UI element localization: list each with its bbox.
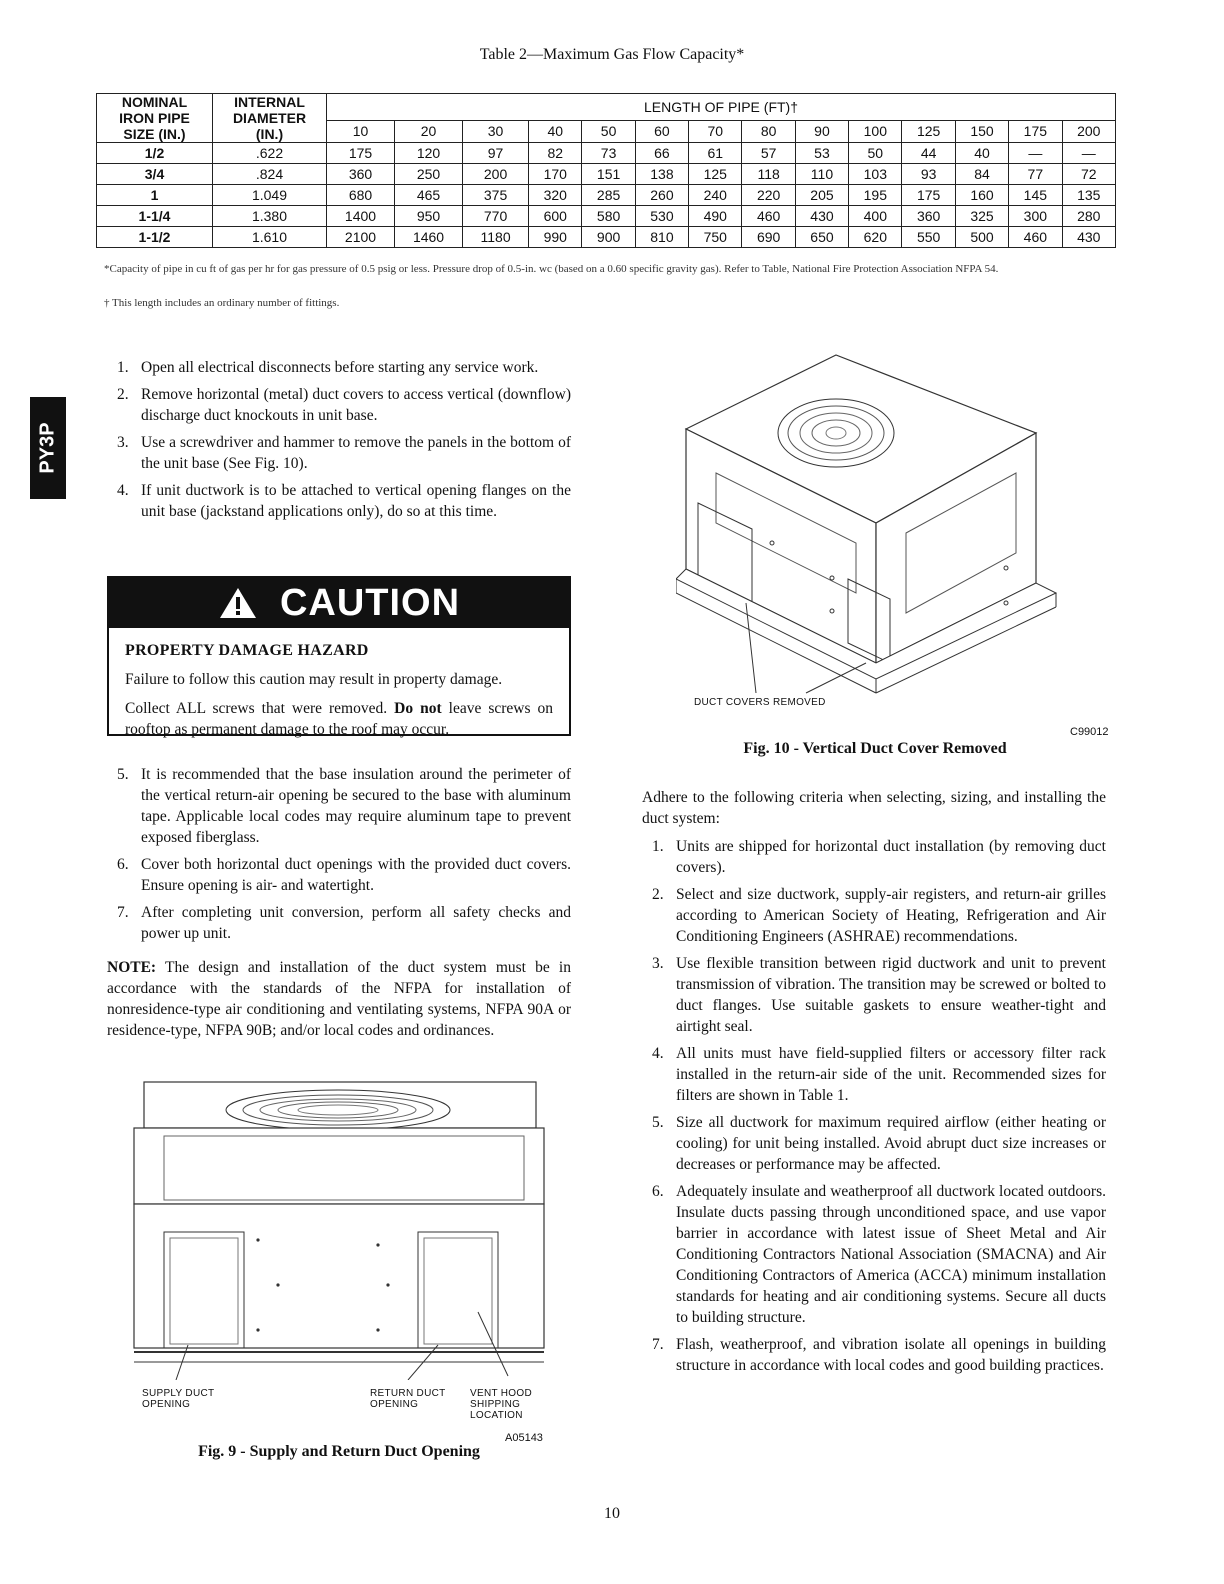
list-item-number: 4. [652,1045,664,1062]
pipe-size-cell: 1 [97,185,213,206]
capacity-cell: 500 [955,227,1008,248]
list-item [107,357,571,378]
length-header-cell: 70 [689,120,742,142]
list-item [107,902,571,944]
list-item [642,1181,1106,1328]
capacity-cell: 82 [529,143,582,164]
capacity-cell: 160 [955,185,1008,206]
capacity-cell: 770 [463,206,529,227]
diameter-cell: .622 [213,143,327,164]
list-item-number: 5. [652,1114,664,1131]
capacity-cell: 72 [1062,164,1115,185]
capacity-cell: 200 [463,164,529,185]
right-steps-list [642,836,1106,1382]
list-item [107,384,571,426]
list-item-number: 7. [117,904,129,921]
capacity-cell: 53 [795,143,848,164]
capacity-cell: 61 [689,143,742,164]
capacity-cell: 2100 [327,227,395,248]
capacity-cell: 97 [463,143,529,164]
capacity-cell: 1460 [395,227,463,248]
capacity-cell: 460 [742,206,795,227]
capacity-cell: 400 [849,206,902,227]
length-header-cell: 90 [795,120,848,142]
capacity-cell: 750 [689,227,742,248]
fig9-caption: Fig. 9 - Supply and Return Duct Opening [198,1443,480,1460]
capacity-cell: 44 [902,143,955,164]
list-item [642,1112,1106,1175]
list-item-number: 1. [117,359,129,376]
list-item-text: Size all ductwork for maximum required airflow (either heating or cooling) for unit being installed. Avoid abrupt duct size increases or decreases or performance may be affected. [676,1114,1106,1173]
list-item [107,854,571,896]
note-text: The design and installation of the duct system must be in accordance with the standards of the NFPA for installation of nonresidence-type air conditioning and ventilating systems, NFPA 90A or residence-type, NFPA 90B; and/or local codes and ordinances. [107,959,571,1039]
left-steps-list-2 [107,764,571,950]
list-item [107,764,571,848]
capacity-cell: 151 [582,164,635,185]
capacity-cell: 84 [955,164,1008,185]
capacity-cell: 280 [1062,206,1115,227]
capacity-cell: 145 [1009,185,1062,206]
list-item-number: 2. [117,386,129,403]
capacity-cell: 175 [327,143,395,164]
table-row [97,143,1116,164]
list-item-text: Adequately insulate and weatherproof all ductwork located outdoors. Insulate ducts passing through unconditioned space, and use vapor barrier in accordance with latest issue of Sheet Metal and Air Conditioning Contractors National Association (SMACNA) and Air Conditioning Contractors of America (ACCA) minimum installation standards for heating and air conditioning systems. Secure all ducts to building structure. [676,1183,1106,1326]
capacity-cell: 110 [795,164,848,185]
list-item-text: If unit ductwork is to be attached to vertical opening flanges on the unit base (jackstand applications only), do so at this time. [141,482,571,520]
capacity-cell: 240 [689,185,742,206]
diameter-cell: .824 [213,164,327,185]
note-paragraph [107,957,571,1041]
fig9-label-return: RETURN DUCT OPENING [370,1388,446,1410]
table-footnote-2: † This length includes an ordinary number of fittings. [104,297,340,309]
list-item-number: 4. [117,482,129,499]
capacity-cell: 135 [1062,185,1115,206]
list-item-text: Remove horizontal (metal) duct covers to access vertical (downflow) discharge duct knockouts in unit base. [141,386,571,424]
capacity-cell: 580 [582,206,635,227]
capacity-cell: 66 [635,143,688,164]
caution-box [107,576,571,736]
list-item [642,1043,1106,1106]
list-item-number: 1. [652,838,664,855]
capacity-cell: 118 [742,164,795,185]
capacity-cell: 220 [742,185,795,206]
table-row [97,185,1116,206]
pipe-size-cell: 1-1/4 [97,206,213,227]
length-header-cell: 40 [529,120,582,142]
length-header-cell: 60 [635,120,688,142]
capacity-cell: 690 [742,227,795,248]
caution-word: CAUTION [279,581,461,624]
capacity-cell: — [1062,143,1115,164]
list-item-number: 2. [652,886,664,903]
capacity-cell: 260 [635,185,688,206]
list-item-text: Cover both horizontal duct openings with the provided duct covers. Ensure opening is air- and watertight. [141,856,571,894]
capacity-cell: 375 [463,185,529,206]
capacity-cell: 360 [327,164,395,185]
list-item-number: 6. [652,1183,664,1200]
fig10-code: C99012 [1070,726,1109,738]
list-item-number: 3. [652,955,664,972]
capacity-cell: 77 [1009,164,1062,185]
fig10-caption: Fig. 10 - Vertical Duct Cover Removed [743,740,1007,757]
gas-flow-table [96,93,1116,248]
list-item-number: 7. [652,1336,664,1353]
capacity-cell: 1400 [327,206,395,227]
table-row [97,164,1116,185]
list-item-number: 6. [117,856,129,873]
list-item-text: Open all electrical disconnects before starting any service work. [141,359,539,376]
length-header-cell: 150 [955,120,1008,142]
capacity-cell: 460 [1009,227,1062,248]
pipe-size-cell: 3/4 [97,164,213,185]
capacity-cell: 1180 [463,227,529,248]
pipe-size-cell: 1/2 [97,143,213,164]
capacity-cell: 680 [327,185,395,206]
table-row [97,227,1116,248]
capacity-cell: 120 [395,143,463,164]
list-item-text: Select and size ductwork, supply-air registers, and return-air grilles according to American Society of Heating, Refrigeration and Air Conditioning Engineers (ASHRAE) recommendations. [676,886,1106,945]
fig9-code: A05143 [505,1432,543,1444]
fig9-label-vent: VENT HOOD SHIPPING LOCATION [470,1388,532,1421]
diameter-cell: 1.049 [213,185,327,206]
table-row [97,206,1116,227]
fig9-label-supply: SUPPLY DUCT OPENING [142,1388,215,1410]
table-title: Table 2—Maximum Gas Flow Capacity* [479,46,745,63]
length-header-cell: 80 [742,120,795,142]
capacity-cell: 810 [635,227,688,248]
length-header-cell: 125 [902,120,955,142]
length-header-cell: 175 [1009,120,1062,142]
capacity-cell: 50 [849,143,902,164]
caution-hazard-title: PROPERTY DAMAGE HAZARD [125,642,369,659]
capacity-cell: 465 [395,185,463,206]
caution-line-1: Failure to follow this caution may result in property damage. [125,671,503,688]
capacity-cell: 170 [529,164,582,185]
note-label: NOTE: [107,959,157,976]
list-item-text: Flash, weatherproof, and vibration isolate all openings in building structure in accordance with local codes and good building practices. [676,1336,1106,1374]
page-number: 10 [604,1505,620,1522]
fig10-label: DUCT COVERS REMOVED [694,697,826,708]
length-header-cell: 20 [395,120,463,142]
capacity-cell: 300 [1009,206,1062,227]
left-steps-list [107,357,571,528]
list-item-text: After completing unit conversion, perform all safety checks and power up unit. [141,904,571,942]
capacity-cell: 205 [795,185,848,206]
list-item-number: 3. [117,434,129,451]
capacity-cell: 430 [795,206,848,227]
length-header-cell: 30 [463,120,529,142]
capacity-cell: 900 [582,227,635,248]
list-item-text: Use flexible transition between rigid ductwork and unit to prevent transmission of vibration. The transition may be screwed or bolted to duct flanges. Use suitable gaskets to ensure weather-tight and airtight seal. [676,955,1106,1035]
capacity-cell: 360 [902,206,955,227]
capacity-cell: 57 [742,143,795,164]
capacity-cell: 600 [529,206,582,227]
length-header-cell: 100 [849,120,902,142]
capacity-cell: 620 [849,227,902,248]
warning-triangle-icon [218,586,258,620]
list-item-text: Units are shipped for horizontal duct installation (by removing duct covers). [676,838,1106,876]
capacity-cell: 550 [902,227,955,248]
capacity-cell: 325 [955,206,1008,227]
list-item [642,836,1106,878]
capacity-cell: 103 [849,164,902,185]
fig10-drawing [676,353,1066,715]
length-header-cell: 50 [582,120,635,142]
col-header-pipe-size: NOMINAL IRON PIPE SIZE (IN.) [97,94,213,143]
capacity-cell: 73 [582,143,635,164]
capacity-cell: 430 [1062,227,1115,248]
capacity-cell: 490 [689,206,742,227]
capacity-cell: 650 [795,227,848,248]
capacity-cell: 175 [902,185,955,206]
list-item [642,1334,1106,1376]
list-item [642,953,1106,1037]
right-intro: Adhere to the following criteria when selecting, sizing, and installing the duct system: [642,789,1106,827]
diameter-cell: 1.380 [213,206,327,227]
caution-header [109,578,569,628]
side-tab [30,397,66,499]
capacity-cell: 530 [635,206,688,227]
capacity-cell: 990 [529,227,582,248]
capacity-cell: 950 [395,206,463,227]
col-header-diameter: INTERNAL DIAMETER (IN.) [213,94,327,143]
capacity-cell: 40 [955,143,1008,164]
diameter-cell: 1.610 [213,227,327,248]
side-tab-label: PY3P [36,422,59,474]
list-item-text: All units must have field-supplied filters or accessory filter rack installed in the return-air side of the unit. Recommended sizes for filters are shown in Table 1. [676,1045,1106,1104]
table-footnote-1: *Capacity of pipe in cu ft of gas per hr for gas pressure of 0.5 psig or less. Pressure drop of 0.5-in. wc (based on a 0.60 specific gravity gas). Refer to Table, National Fire Protection Association NFPA 54. [104,263,999,275]
fig9-drawing [128,1080,548,1380]
list-item [107,480,571,522]
capacity-cell: 250 [395,164,463,185]
list-item [107,432,571,474]
list-item [642,884,1106,947]
list-item-text: It is recommended that the base insulation around the perimeter of the vertical return-air opening be secured to the base with aluminum tape. Applicable local codes may require aluminum tape to prevent exposed fiberglass. [141,766,571,846]
list-item-text: Use a screwdriver and hammer to remove the panels in the bottom of the unit base (See Fig. 10). [141,434,571,472]
list-item-number: 5. [117,766,129,783]
capacity-cell: 195 [849,185,902,206]
caution-line-2: Collect ALL screws that were removed. Do not leave screws on rooftop as permanent damage to the roof may occur. [125,700,554,738]
capacity-cell: 93 [902,164,955,185]
pipe-size-cell: 1-1/2 [97,227,213,248]
capacity-cell: 138 [635,164,688,185]
capacity-cell: 125 [689,164,742,185]
length-header-cell: 200 [1062,120,1115,142]
capacity-cell: 285 [582,185,635,206]
col-header-length: LENGTH OF PIPE (FT)† [327,94,1116,121]
capacity-cell: — [1009,143,1062,164]
capacity-cell: 320 [529,185,582,206]
length-header-cell: 10 [327,120,395,142]
